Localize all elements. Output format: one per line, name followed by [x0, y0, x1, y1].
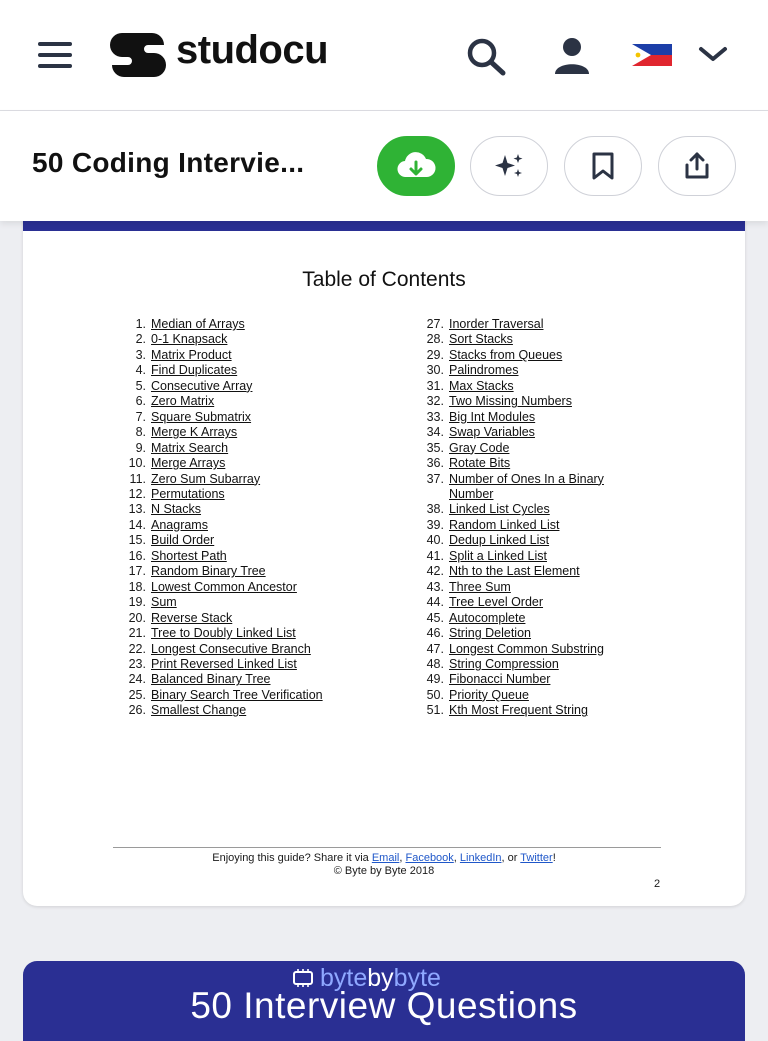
toc-item-number: 44. — [426, 595, 444, 610]
studocu-logo-icon[interactable] — [108, 31, 168, 79]
toc-item[interactable] — [119, 502, 349, 517]
toc-item-number: 41. — [426, 548, 444, 563]
toc-item[interactable] — [119, 363, 349, 378]
toc-item-link[interactable]: 0-1 Knapsack — [151, 332, 228, 347]
toc-item[interactable] — [119, 487, 349, 502]
toc-item-link[interactable]: Balanced Binary Tree — [151, 672, 271, 687]
document-toolbar — [0, 111, 768, 221]
share-footer — [23, 851, 745, 865]
toc-item-number: 25. — [128, 687, 146, 702]
toc-item-number: 6. — [135, 394, 146, 409]
bookmark-icon — [590, 151, 616, 181]
toc-item[interactable] — [419, 410, 631, 425]
toc-item-link[interactable]: Split a Linked List — [449, 548, 547, 563]
share-prefix: Enjoying this guide? Share it via — [212, 852, 372, 864]
toc-item-link[interactable]: Merge Arrays — [151, 456, 226, 471]
toc-item-number: 10. — [128, 456, 146, 471]
copyright-text: © Byte by Byte 2018 — [333, 865, 435, 877]
toc-item[interactable] — [419, 611, 631, 626]
toc-item[interactable] — [119, 533, 349, 548]
toc-item-link[interactable]: Binary Search Tree Verification — [151, 687, 323, 702]
toc-item-number: 11. — [129, 471, 146, 486]
toc-item-link[interactable]: Swap Variables — [449, 425, 535, 440]
toc-item[interactable] — [119, 595, 349, 610]
toc-item-link[interactable]: Find Duplicates — [151, 363, 238, 378]
toc-item[interactable] — [419, 332, 631, 347]
brand-part: byte — [393, 963, 441, 992]
toc-item[interactable] — [419, 394, 631, 409]
toc-item-link[interactable]: Square Submatrix — [151, 409, 252, 424]
toc-item[interactable] — [119, 688, 349, 703]
toc-item-number: 19. — [128, 595, 146, 610]
toc-item-link[interactable]: Sort Stacks — [449, 332, 513, 347]
footer-divider — [113, 847, 661, 848]
page-number: 2 — [654, 878, 661, 890]
toc-item-number: 39. — [426, 517, 444, 532]
toc-item-number: 51. — [426, 703, 444, 718]
toc-item[interactable] — [119, 611, 349, 626]
toc-item-number: 15. — [128, 533, 146, 548]
toc-item[interactable] — [419, 533, 631, 548]
toc-item[interactable] — [419, 441, 631, 456]
toc-item-number: 47. — [426, 641, 444, 656]
toc-item-link[interactable]: Tree Level Order — [449, 595, 544, 610]
toc-item-link[interactable]: Fibonacci Number — [449, 672, 551, 687]
toc-item-number: 33. — [426, 409, 444, 424]
toc-item-number: 3. — [135, 347, 146, 362]
document-title: 50 Coding Intervie... — [32, 147, 305, 178]
toc-item-link[interactable]: Zero Matrix — [151, 394, 215, 409]
toc-item-number: 46. — [426, 626, 444, 641]
toc-item-link[interactable]: Anagrams — [151, 517, 208, 532]
brand-name[interactable]: studocu — [176, 28, 329, 72]
toc-item-link[interactable]: Median of Arrays — [151, 317, 245, 331]
toc-item-link[interactable]: Gray Code — [449, 440, 510, 455]
page-3-title: 50 Interview Questions — [190, 985, 578, 1026]
toc-item[interactable] — [419, 456, 631, 471]
toc-item-number: 31. — [426, 378, 444, 393]
toc-item[interactable] — [419, 642, 631, 657]
toc-item[interactable] — [119, 657, 349, 672]
toc-item-number: 12. — [128, 486, 146, 501]
separator: , — [453, 852, 460, 864]
user-icon[interactable] — [552, 36, 592, 76]
toc-item-number: 17. — [128, 564, 146, 579]
toc-item-link[interactable]: Consecutive Array — [151, 378, 253, 393]
toc-item-number: 8. — [135, 425, 146, 440]
share-button[interactable] — [658, 136, 736, 196]
toc-item-number: 5. — [135, 378, 146, 393]
toc-item[interactable] — [419, 518, 631, 533]
email-link[interactable]: Email — [371, 852, 400, 864]
philippines-flag-icon[interactable] — [632, 44, 672, 66]
toc-item[interactable] — [119, 379, 349, 394]
toc-item-link[interactable]: Permutations — [151, 486, 225, 501]
toc-item-number: 28. — [426, 332, 444, 347]
toc-item[interactable] — [419, 379, 631, 394]
toc-item-link[interactable]: Inorder Traversal — [449, 317, 544, 331]
ai-assistant-button[interactable] — [470, 136, 548, 196]
toc-item-link[interactable]: Sum — [151, 595, 177, 610]
toc-item-number: 1. — [135, 317, 146, 331]
toc-item[interactable] — [119, 317, 349, 332]
top-app-bar — [0, 0, 768, 111]
toc-item-number: 2. — [135, 332, 146, 347]
toc-item-link[interactable]: Build Order — [151, 533, 215, 548]
toc-item[interactable] — [419, 626, 631, 641]
toc-item[interactable] — [119, 441, 349, 456]
toc-item[interactable] — [419, 688, 631, 703]
toc-item-link[interactable]: Stacks from Queues — [449, 347, 563, 362]
toc-item[interactable] — [419, 363, 631, 378]
toc-item[interactable] — [419, 549, 631, 564]
toc-right-column — [419, 317, 631, 719]
toc-item-number: 16. — [128, 548, 146, 563]
toc-item-link[interactable]: Random Linked List — [449, 517, 560, 532]
toc-item-link[interactable]: Longest Consecutive Branch — [151, 641, 311, 656]
toc-item-link[interactable]: Max Stacks — [449, 378, 514, 393]
chevron-down-icon[interactable] — [698, 44, 728, 64]
toc-item[interactable] — [419, 472, 631, 503]
toc-item[interactable] — [119, 456, 349, 471]
toc-item-link[interactable]: String Compression — [449, 656, 559, 671]
toc-item-number: 27. — [426, 317, 444, 331]
toc-item[interactable] — [119, 672, 349, 687]
brand-part: by — [367, 963, 394, 992]
toc-item[interactable] — [419, 317, 631, 332]
toc-item[interactable] — [119, 472, 349, 487]
toc-item-number: 32. — [426, 394, 444, 409]
toc-item[interactable] — [119, 703, 349, 718]
toc-item[interactable] — [419, 564, 631, 579]
hamburger-menu-icon[interactable] — [38, 42, 72, 68]
toc-item-link[interactable]: Lowest Common Ancestor — [151, 579, 297, 594]
toc-item[interactable] — [119, 518, 349, 533]
toc-item[interactable] — [419, 703, 631, 718]
toc-item[interactable] — [419, 502, 631, 517]
toc-item[interactable] — [119, 564, 349, 579]
toc-item-number: 45. — [426, 610, 444, 625]
toc-item-link[interactable]: Longest Common Substring — [449, 641, 604, 656]
toc-item-number: 21. — [128, 626, 146, 641]
share-suffix: ! — [552, 852, 556, 864]
twitter-link[interactable]: Twitter — [520, 852, 553, 864]
sparkles-icon — [491, 151, 527, 181]
toc-item-number: 23. — [128, 656, 146, 671]
toc-item-number: 14. — [128, 517, 146, 532]
toc-item[interactable] — [419, 580, 631, 595]
toc-item-link[interactable]: Reverse Stack — [151, 610, 233, 625]
toc-item[interactable] — [119, 580, 349, 595]
toc-item[interactable] — [119, 410, 349, 425]
toc-item-number: 42. — [426, 564, 444, 579]
toc-item-number: 26. — [128, 703, 146, 718]
toc-item-number: 4. — [135, 363, 146, 378]
toc-item[interactable] — [119, 549, 349, 564]
toc-item[interactable] — [119, 642, 349, 657]
toc-item-number: 22. — [128, 641, 146, 656]
toc-item-number: 7. — [135, 409, 146, 424]
toc-item-number: 48. — [426, 656, 444, 671]
linkedin-link[interactable]: LinkedIn — [459, 852, 502, 864]
toc-item-link[interactable]: Rotate Bits — [449, 456, 511, 471]
toc-item-link[interactable]: Palindromes — [449, 363, 519, 378]
toc-item[interactable] — [119, 332, 349, 347]
toc-item[interactable] — [419, 425, 631, 440]
toc-item[interactable] — [419, 657, 631, 672]
toc-item[interactable] — [119, 626, 349, 641]
toc-item-link[interactable]: String Deletion — [449, 626, 531, 641]
toc-left-column — [119, 317, 349, 719]
toc-item-link[interactable]: Priority Queue — [449, 687, 529, 702]
document-page-3 — [23, 961, 745, 1041]
toc-item-number: 40. — [426, 533, 444, 548]
toc-item-number: 50. — [426, 687, 444, 702]
toc-item-link[interactable]: Matrix Product — [151, 347, 232, 362]
toc-item-link[interactable]: Print Reversed Linked List — [151, 656, 297, 671]
toc-item-number: 18. — [128, 579, 146, 594]
toc-item-number: 29. — [426, 347, 444, 362]
toc-item-number: 43. — [426, 579, 444, 594]
toc-item-link[interactable]: Matrix Search — [151, 440, 229, 455]
toc-item-link[interactable]: Linked List Cycles — [449, 502, 550, 517]
toc-item[interactable] — [119, 348, 349, 363]
toc-item-link[interactable]: Two Missing Numbers — [449, 394, 572, 409]
toc-item-link[interactable]: Merge K Arrays — [151, 425, 238, 440]
toc-item-number: 36. — [426, 456, 444, 471]
toc-item-link[interactable]: Big Int Modules — [449, 409, 536, 424]
toc-item-number: 20. — [128, 610, 146, 625]
toc-item-link[interactable]: Random Binary Tree — [151, 564, 266, 579]
toc-item[interactable] — [419, 348, 631, 363]
toc-item[interactable] — [119, 394, 349, 409]
document-page-2 — [23, 200, 745, 906]
toc-item[interactable] — [419, 595, 631, 610]
toc-item-link[interactable]: Three Sum — [449, 579, 511, 594]
toc-item[interactable] — [119, 425, 349, 440]
toc-item-number: 49. — [426, 672, 444, 687]
toc-item-link[interactable]: Dedup Linked List — [449, 533, 550, 548]
separator: , — [399, 852, 406, 864]
brand-part: byte — [320, 963, 368, 992]
toc-item-number: 37. — [426, 471, 444, 486]
toc-item-number: 35. — [426, 440, 444, 455]
toc-item-link[interactable]: Zero Sum Subarray — [151, 471, 261, 486]
toc-item-number: 38. — [426, 502, 444, 517]
toc-item-link[interactable]: Shortest Path — [151, 548, 227, 563]
toc-item-number: 30. — [426, 363, 444, 378]
toc-item-number: 34. — [426, 425, 444, 440]
toc-item-link[interactable]: Smallest Change — [151, 703, 247, 718]
toc-item-link[interactable]: Autocomplete — [449, 610, 526, 625]
toc-item-number: 24. — [128, 672, 146, 687]
toc-item-number: 13. — [128, 502, 146, 517]
share-icon — [682, 151, 712, 181]
toc-heading: Table of Contents — [302, 268, 466, 291]
separator: , or — [501, 852, 521, 864]
download-button[interactable] — [377, 136, 455, 196]
toc-item-link[interactable]: Number of Ones In a Binary Number — [449, 471, 604, 501]
cloud-download-icon — [396, 151, 436, 181]
toc-item-link[interactable]: Tree to Doubly Linked List — [151, 626, 296, 641]
bookmark-button[interactable] — [564, 136, 642, 196]
facebook-link[interactable]: Facebook — [405, 852, 454, 864]
toc-item[interactable] — [419, 672, 631, 687]
toc-item-link[interactable]: Kth Most Frequent String — [449, 703, 588, 718]
toc-item-link[interactable]: N Stacks — [151, 502, 202, 517]
toc-item-link[interactable]: Nth to the Last Element — [449, 564, 580, 579]
search-icon[interactable] — [464, 36, 508, 76]
toc-item-number: 9. — [135, 440, 146, 455]
